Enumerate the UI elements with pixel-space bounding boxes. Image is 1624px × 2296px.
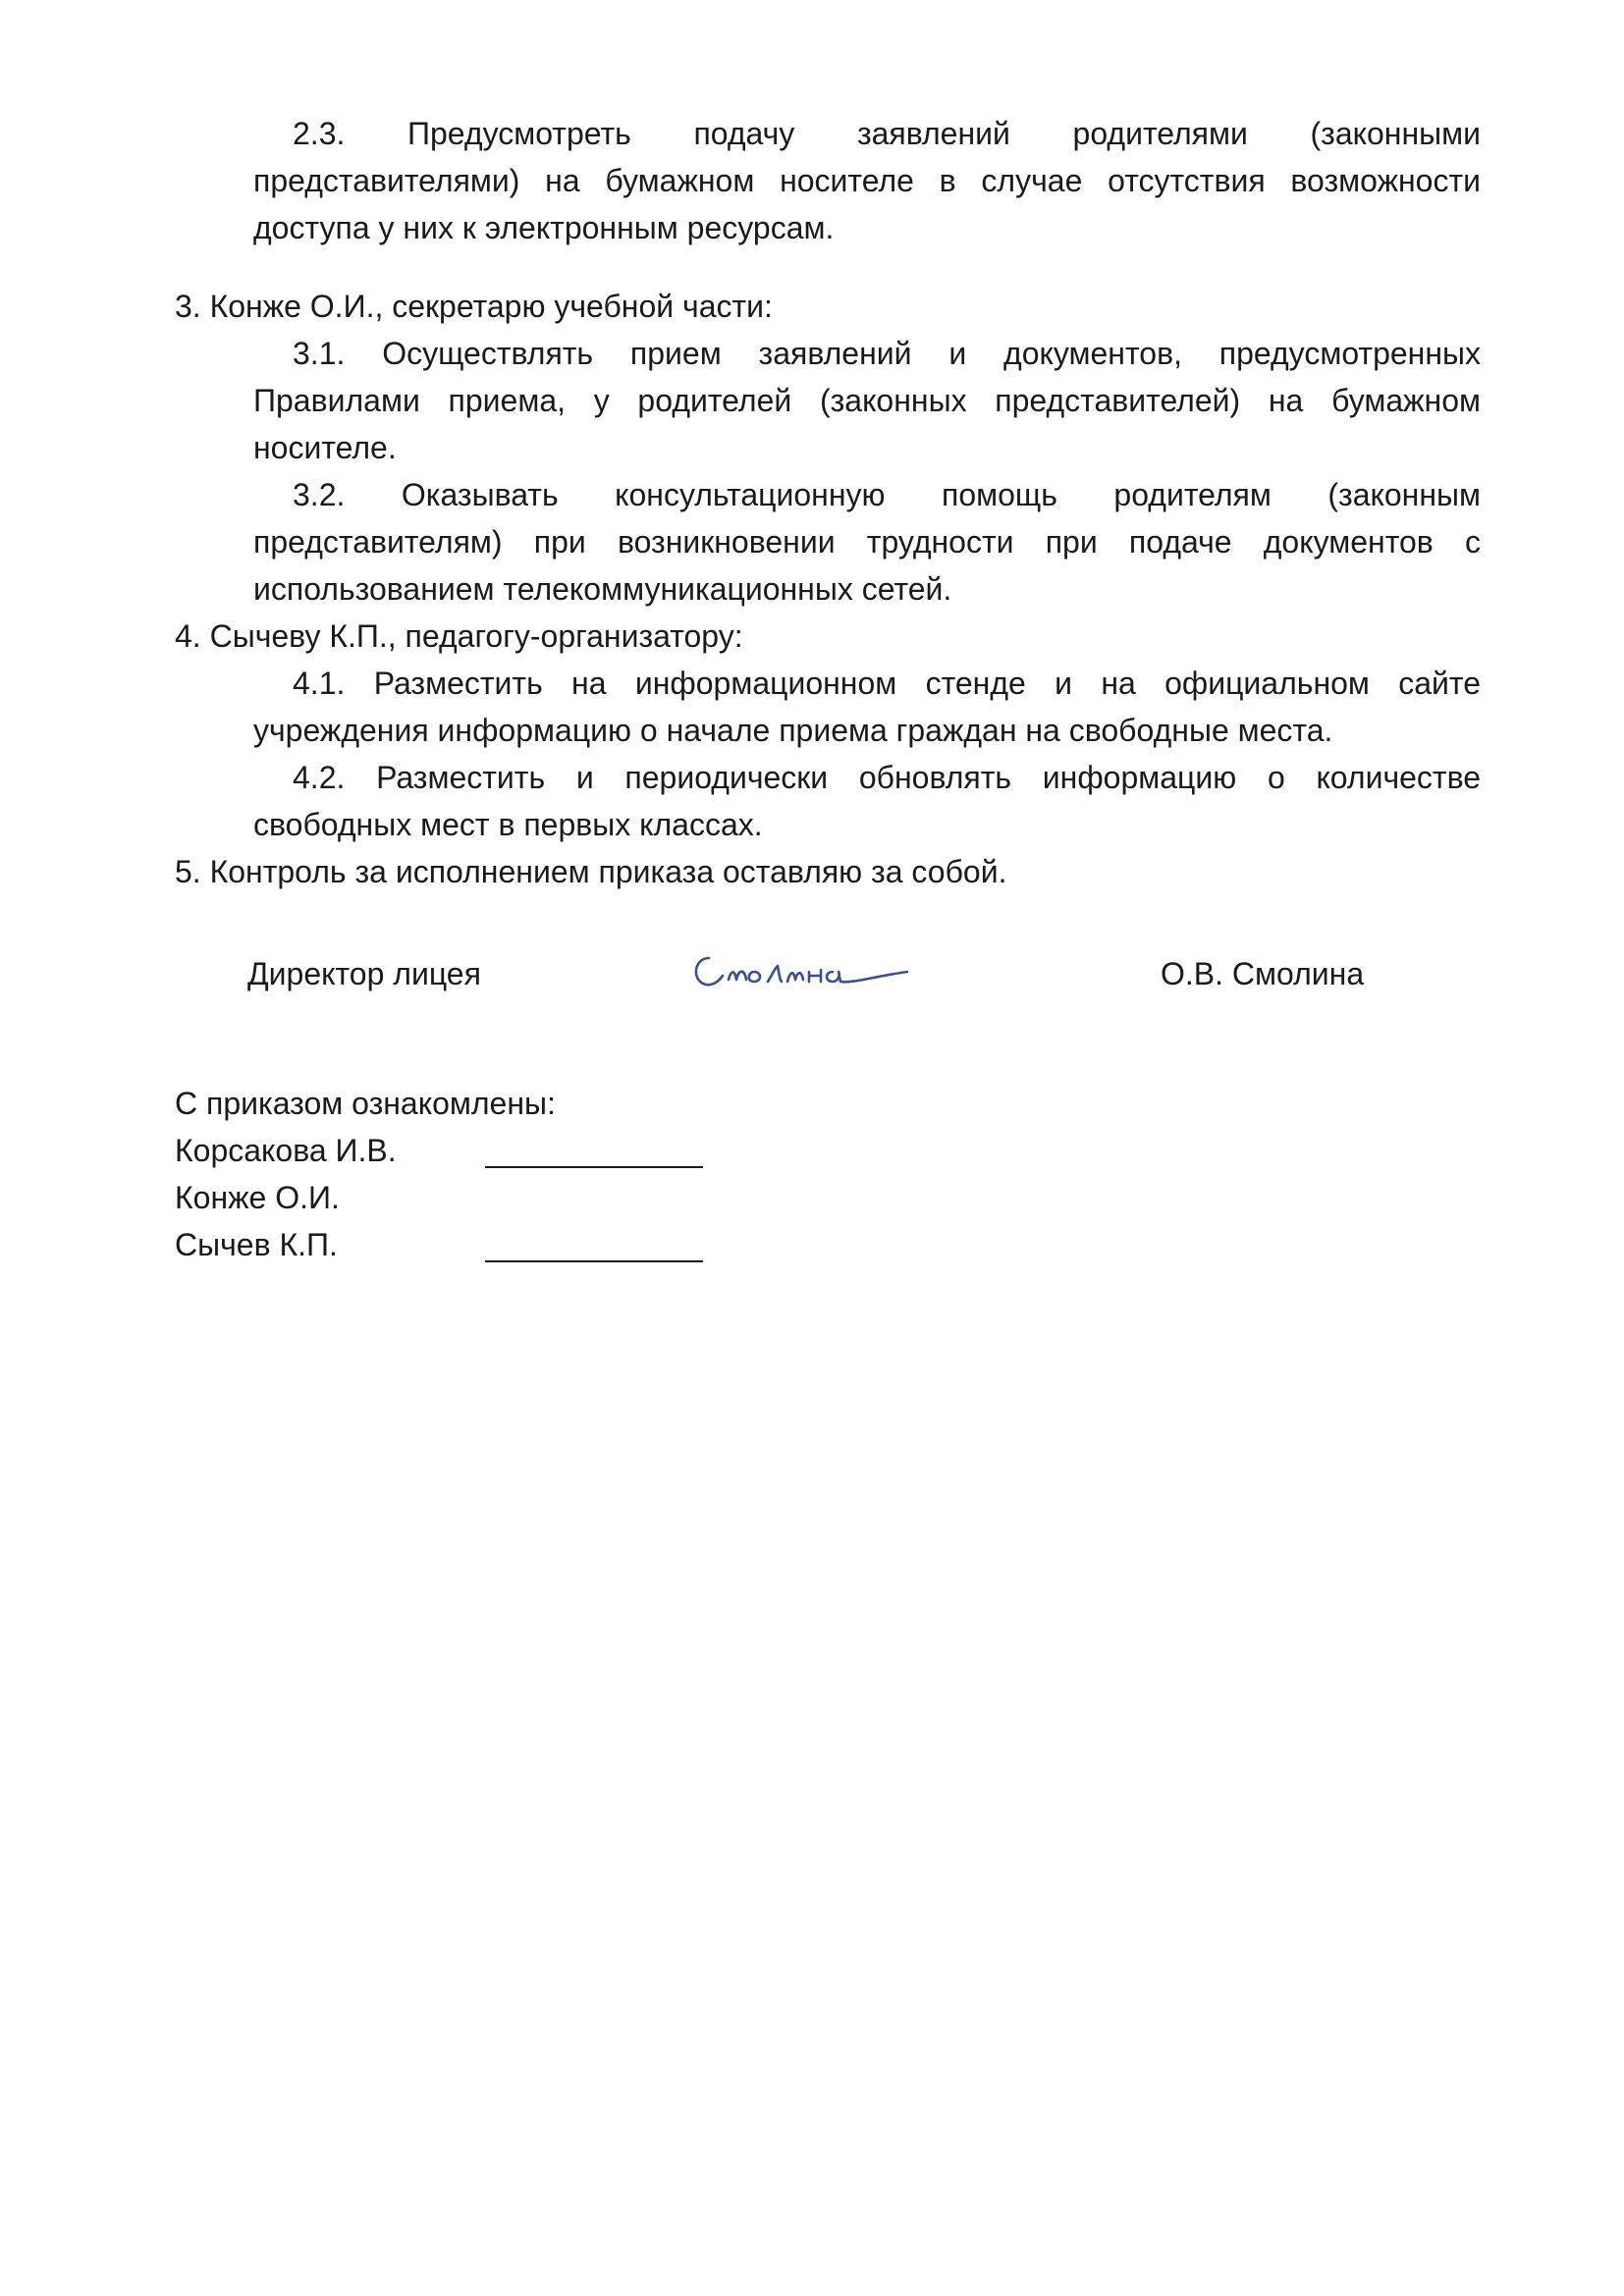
item-5: 5. Контроль за исполнением приказа оставляю за собой. [175, 854, 1007, 889]
ack-row [175, 1127, 1481, 1174]
ack-name: Конже О.И. [175, 1180, 340, 1215]
director-name: О.В. Смолина [1161, 956, 1365, 991]
item-4-1: 4.1. Разместить на информационном стенде и на официальном сайте учреждения информацию о начале приема граждан на свободные места. [253, 666, 1481, 748]
item-4-2: 4.2. Разместить и периодически обновлять информацию о количестве свободных мест в первых классах. [253, 760, 1481, 842]
item-4: 4. Сычеву К.П., педагогу-организатору: [175, 618, 743, 654]
handwritten-signature [685, 936, 921, 1005]
director-role: Директор лицея [247, 956, 481, 991]
ack-name: Сычев К.П. [175, 1227, 338, 1262]
acknowledgement-block [175, 1080, 1481, 1268]
acknowledgement-heading: С приказом ознакомлены: [175, 1086, 556, 1121]
director-signature-row [175, 936, 1481, 1015]
item-3-2: 3.2. Оказывать консультационную помощь родителям (законным представителям) при возникновении трудности при подаче документов с использованием телекоммуникационных сетей. [253, 477, 1481, 607]
signature-line [485, 1166, 703, 1168]
signature-line [485, 1260, 703, 1262]
ack-row [175, 1221, 1481, 1268]
document-body [175, 79, 1481, 1268]
item-3: 3. Конже О.И., секретарю учебной части: [175, 289, 773, 324]
item-2-3: 2.3. Предусмотреть подачу заявлений родителями (законными представителями) на бумажном носителе в случае отсутствия возможности доступа у них к электронным ресурсам. [253, 116, 1481, 245]
ack-row [175, 1174, 1481, 1221]
item-3-1: 3.1. Осуществлять прием заявлений и документов, предусмотренных Правилами приема, у родителей (законных представителей) на бумажном носителе. [253, 336, 1481, 465]
ack-name: Корсакова И.В. [175, 1133, 397, 1168]
